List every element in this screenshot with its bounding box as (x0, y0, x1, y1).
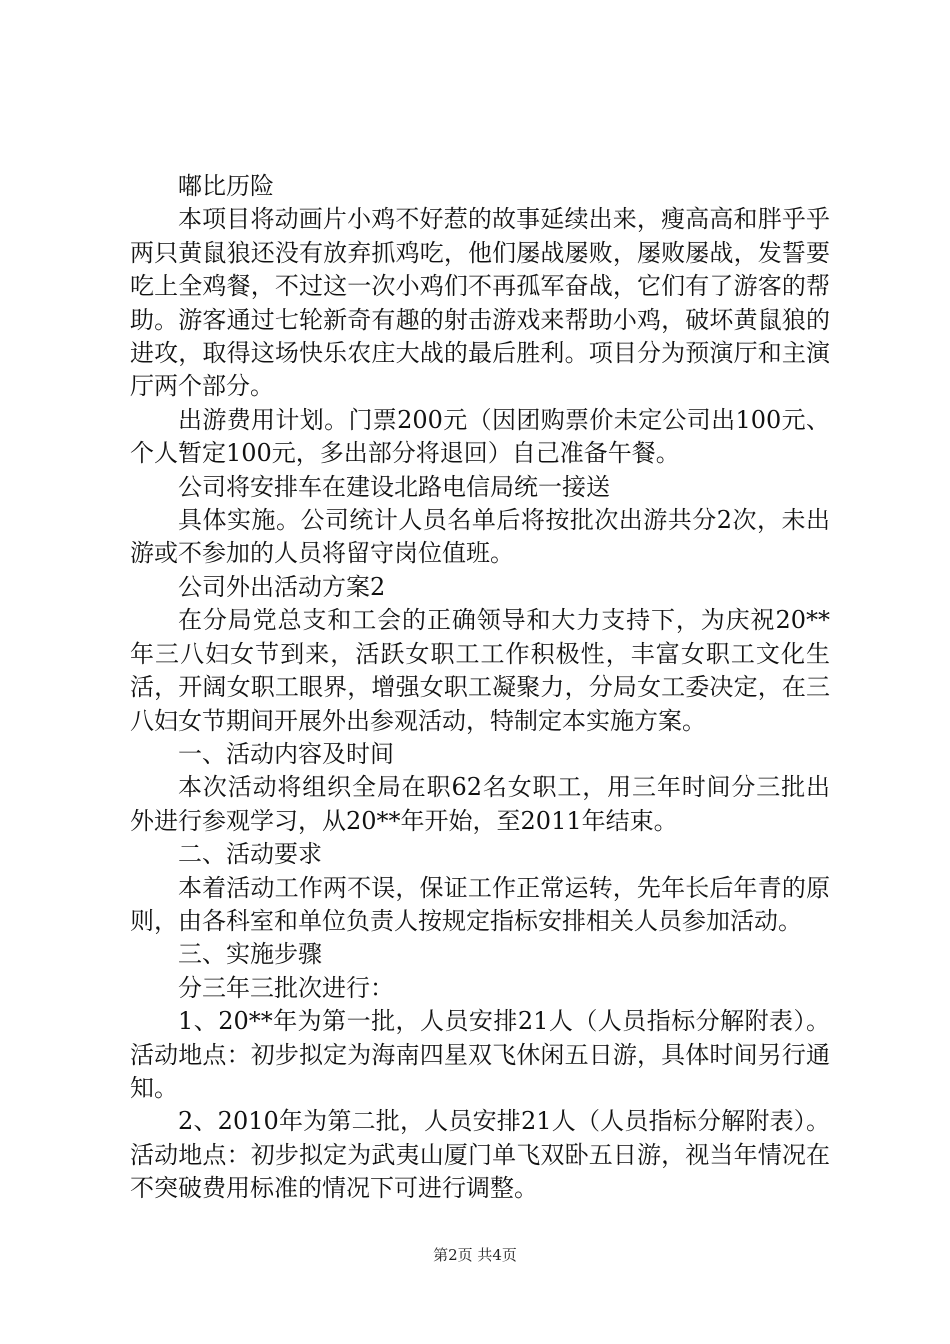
paragraph-implementation: 具体实施。公司统计人员名单后将按批次出游共分2次，未出游或不参加的人员将留守岗位值班。 (130, 506, 830, 568)
paragraph-cost-plan: 出游费用计划。门票200元（因团购票价未定公司出100元、个人暂定100元，多出部分将退回）自己准备午餐。 (130, 405, 830, 468)
paragraph-step-1: 1、20**年为第一批，人员安排21人（人员指标分解附表）。活动地点：初步拟定为海南四星双飞休闲五日游，具体时间另行通知。 (130, 1007, 830, 1102)
paragraph-plan-2-heading: 公司外出活动方案2 (178, 572, 386, 601)
paragraph-project-description: 本项目将动画片小鸡不好惹的故事延续出来，瘦高高和胖乎乎两只黄鼠狼还没有放弃抓鸡吃，他们屡战屡败，屡败屡战，发誓要吃上全鸡餐，不过这一次小鸡们不再孤军奋战，它们有了游客的帮助。游客通过七轮新奇有趣的射击游戏来帮助小鸡，破坏黄鼠狼的进攻，取得这场快乐农庄大战的最后胜利。项目分为预演厅和主演厅两个部分。 (130, 205, 830, 401)
section-heading-requirements: 二、活动要求 (178, 840, 322, 869)
paragraph-content-time: 本次活动将组织全局在职62名女职工，用三年时间分三批出外进行参观学习，从20**年开始，至2011年结束。 (130, 773, 830, 835)
paragraph-requirements: 本着活动工作两不误，保证工作正常运转，先年长后年青的原则，由各科室和单位负责人按规定指标安排相关人员参加活动。 (130, 873, 830, 935)
paragraph-steps-intro: 分三年三批次进行： (178, 973, 394, 1002)
paragraph-plan-2-intro: 在分局党总支和工会的正确领导和大力支持下，为庆祝20**年三八妇女节到来，活跃女职工工作积极性，丰富女职工文化生活，开阔女职工眼界，增强女职工凝聚力，分局女工委决定，在三八妇女节期间开展外出参观活动，特制定本实施方案。 (130, 606, 830, 735)
page-footer (0, 1245, 950, 1265)
section-heading-content-time: 一、活动内容及时间 (178, 739, 394, 768)
paragraph-title-dubi: 嘟比历险 (178, 172, 274, 200)
document-body (130, 170, 830, 1206)
section-heading-steps: 三、实施步骤 (178, 940, 322, 969)
page-number: 第2页 共4页 (433, 1246, 517, 1264)
paragraph-transport: 公司将安排车在建设北路电信局统一接送 (178, 472, 610, 501)
paragraph-step-2: 2、2010年为第二批，人员安排21人（人员指标分解附表）。活动地点：初步拟定为武夷山厦门单飞双卧五日游，视当年情况在不突破费用标准的情况下可进行调整。 (130, 1107, 830, 1203)
